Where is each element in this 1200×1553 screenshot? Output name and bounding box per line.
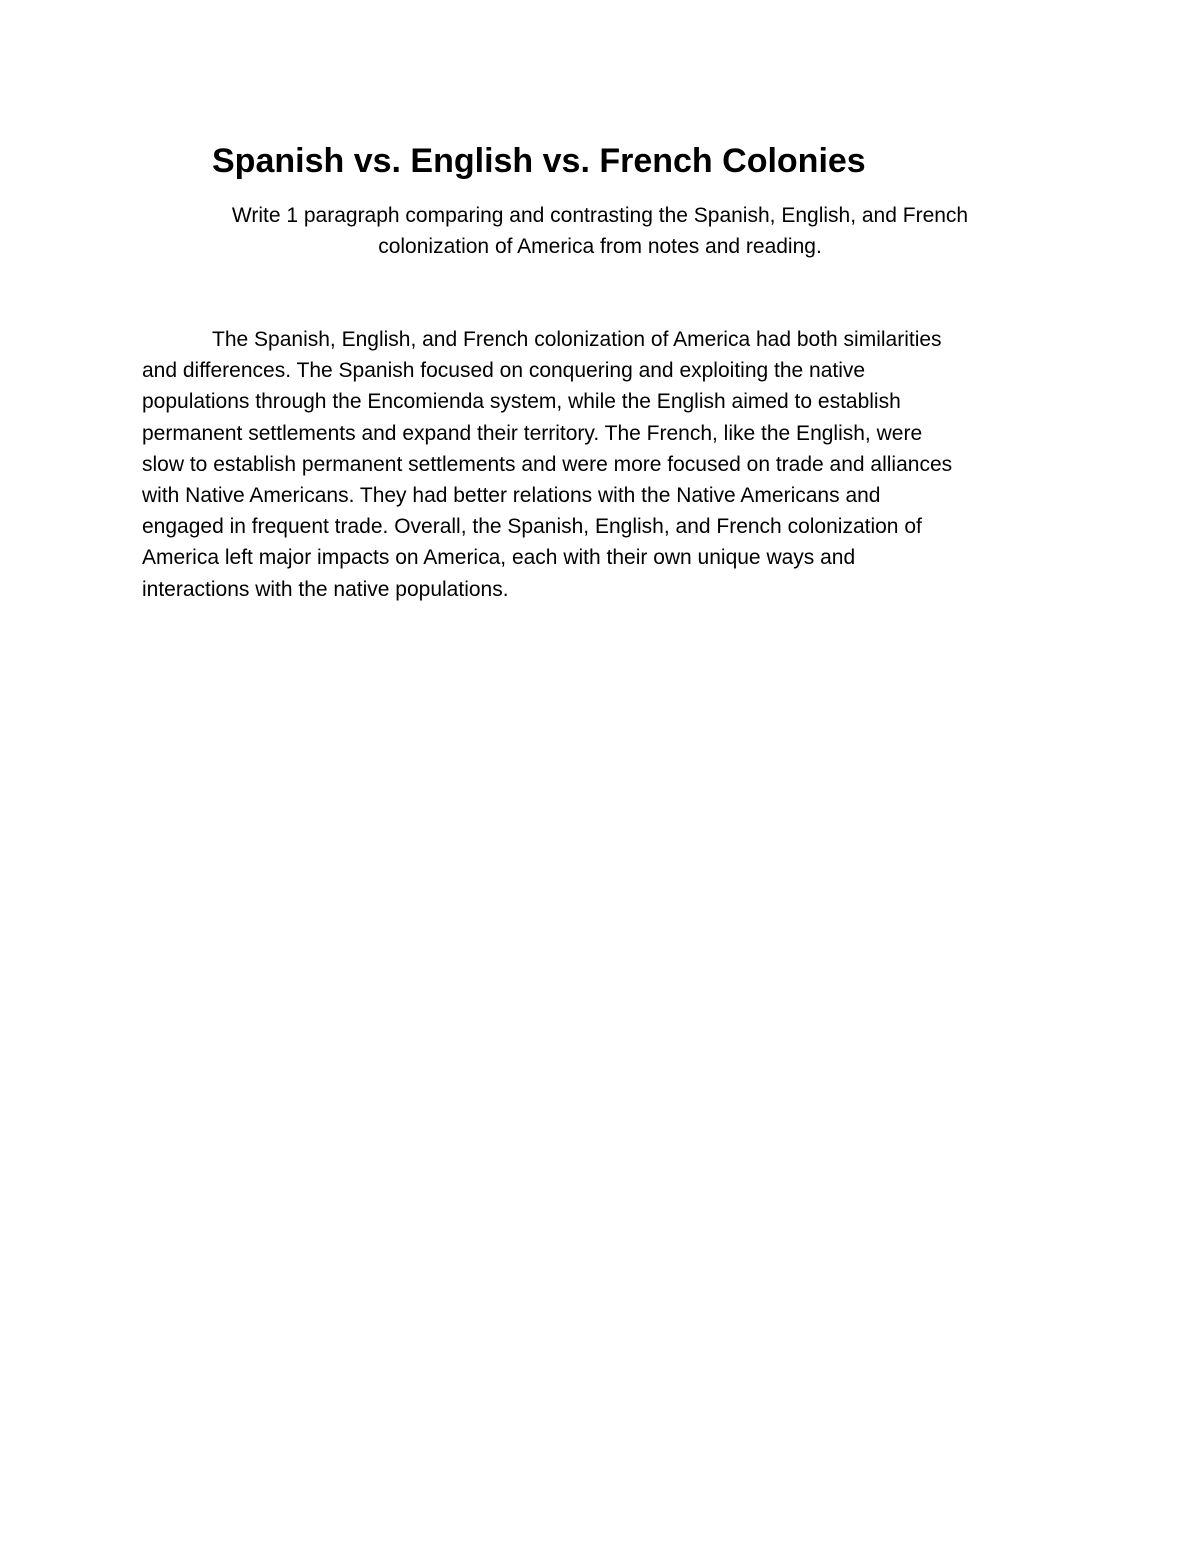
paragraph-line: and differences. The Spanish focused on conquering and exploiting the native: [142, 359, 866, 383]
essay-paragraph: [142, 324, 1082, 605]
prompt-line: colonization of America from notes and reading.: [378, 235, 822, 258]
paragraph-line: permanent settlements and expand their territory. The French, like the English, were: [142, 421, 923, 445]
assignment-prompt: [100, 200, 1100, 262]
paragraph-line: slow to establish permanent settlements and were more focused on trade and alliances: [142, 452, 953, 476]
prompt-line: Write 1 paragraph comparing and contrasting the Spanish, English, and French: [231, 204, 969, 227]
paragraph-line: populations through the Encomienda system, while the English aimed to establish: [142, 390, 901, 414]
paragraph-line: engaged in frequent trade. Overall, the Spanish, English, and French colonization of: [142, 515, 922, 539]
document-title: Spanish vs. English vs. French Colonies: [212, 142, 866, 180]
paragraph-line: with Native Americans. They had better relations with the Native Americans and: [142, 484, 881, 508]
paragraph-line: America left major impacts on America, each with their own unique ways and: [142, 546, 856, 570]
paragraph-line: interactions with the native populations.: [142, 577, 509, 601]
paragraph-line: The Spanish, English, and French colonization of America had both similarities: [212, 328, 942, 351]
